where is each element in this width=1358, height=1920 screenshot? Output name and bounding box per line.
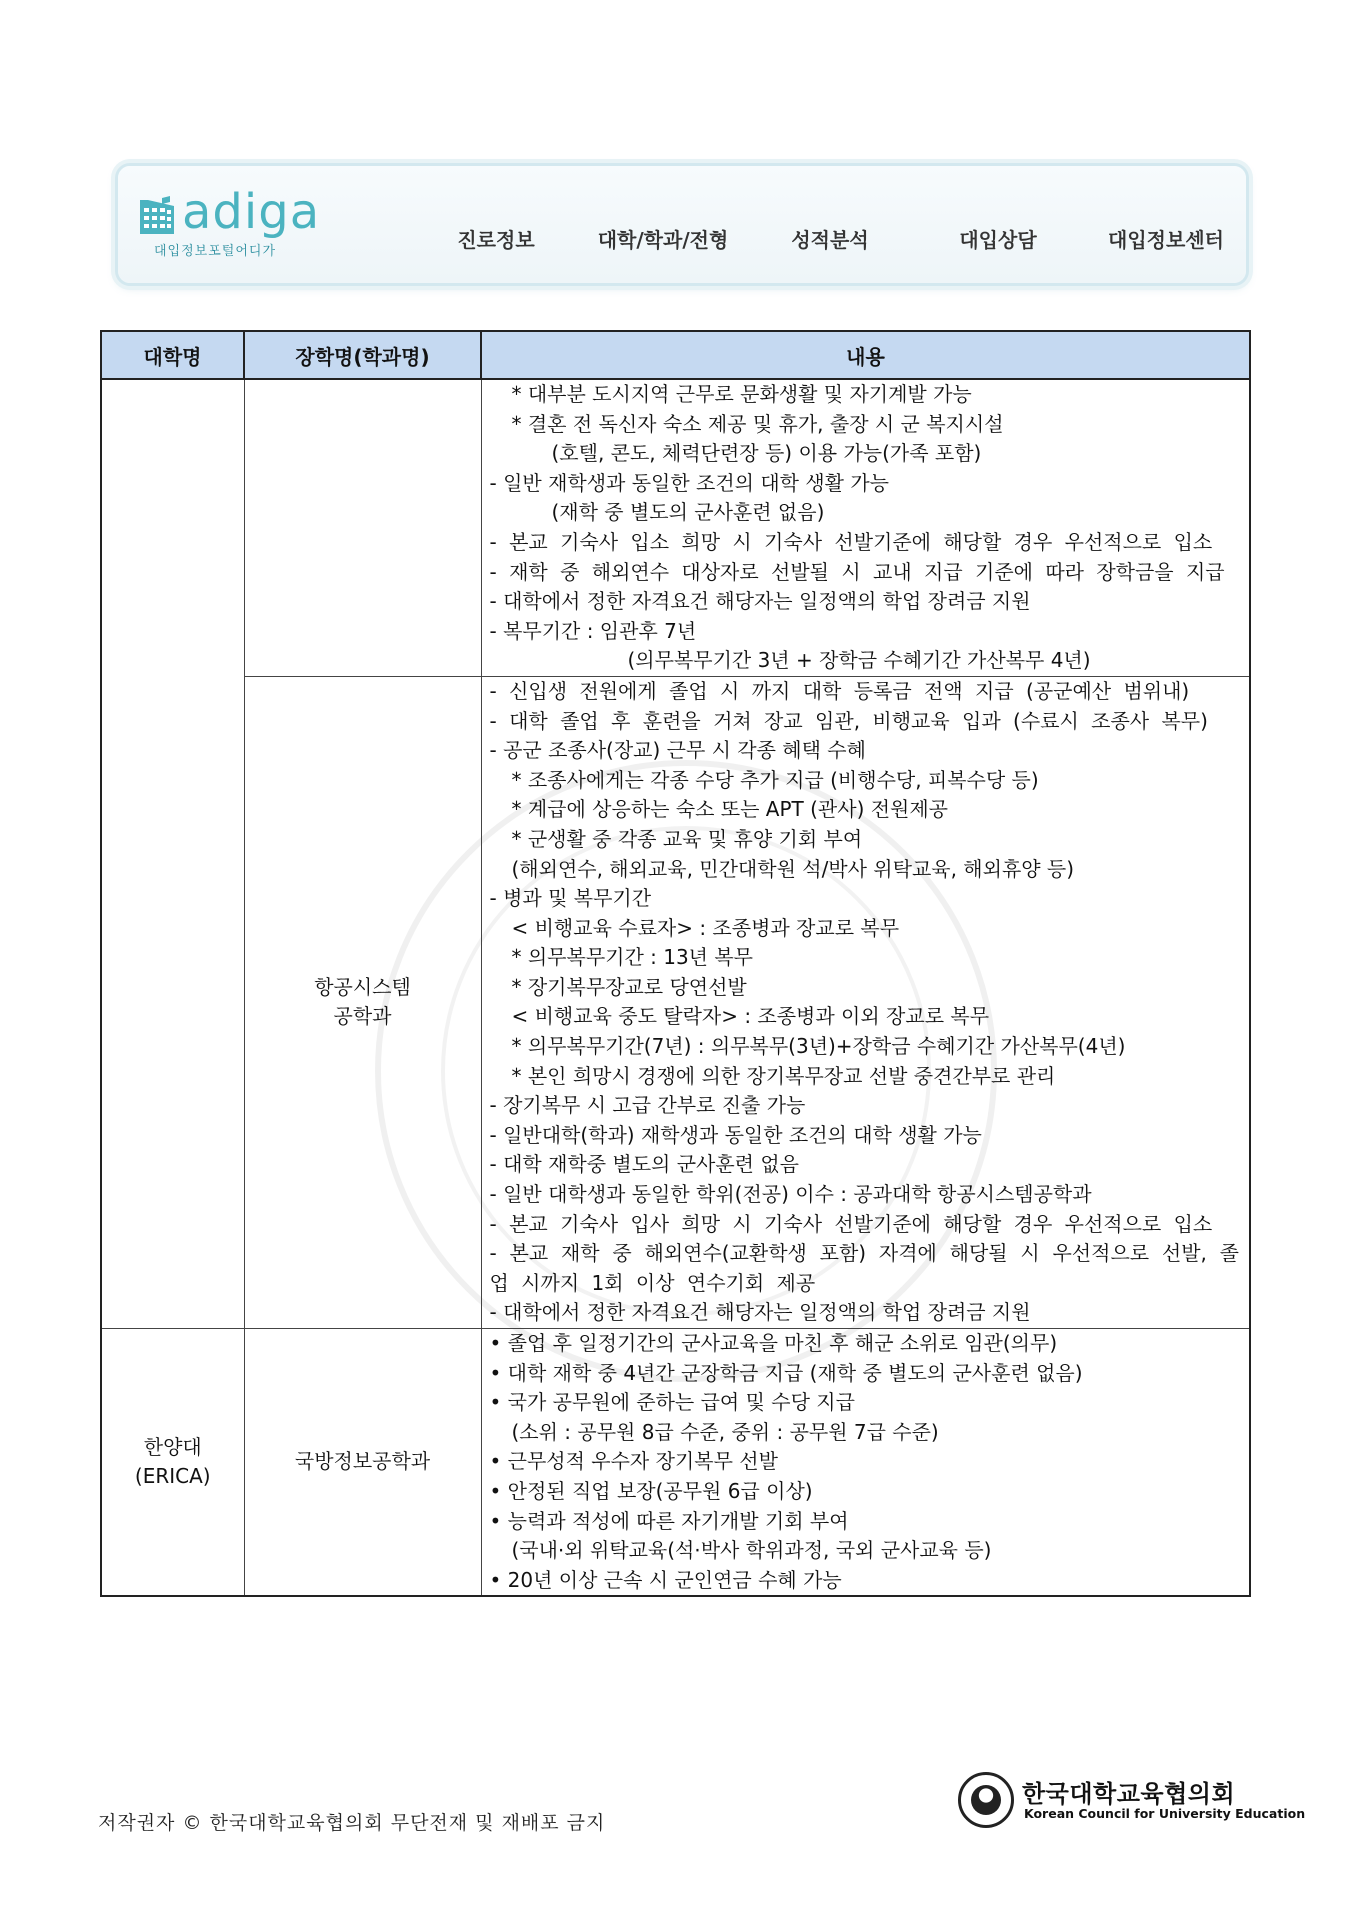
kcue-english-name: Korean Council for University Education [1024, 1806, 1306, 1821]
copyright-notice: 저작권자 © 한국대학교육협의회 무단전재 및 재배포 금지 [98, 1812, 606, 1834]
content-line: • 능력과 적성에 따른 자기개발 기회 부여 [489, 1508, 849, 1533]
nav-consulting[interactable]: 대입상담 [959, 228, 1037, 252]
content-line: < 비행교육 중도 탈락자> : 조종병과 이외 장교로 복무 [511, 1004, 990, 1029]
logo-wordmark: adiga [182, 184, 321, 240]
university-cell: 한양대 (ERICA) [101, 1329, 244, 1597]
content-line: • 국가 공무원에 준하는 급여 및 수당 지급 [489, 1390, 855, 1415]
content-line: - 병과 및 복무기간 [489, 886, 652, 911]
table-row [101, 379, 1250, 676]
content-line: * 결혼 전 독신자 숙소 제공 및 휴가, 출장 시 군 복지시설 [511, 411, 1004, 436]
kcue-korean-name: 한국대학교육협의회 [1022, 1780, 1236, 1808]
content-line: - 대학에서 정한 자격요건 해당자는 일정액의 학업 장려금 지원 [489, 589, 1031, 614]
content-cell [481, 1329, 1250, 1597]
col-header-university: 대학명 [101, 331, 244, 379]
content-line: - 일반대학(학과) 재학생과 동일한 조건의 대학 생활 가능 [489, 1122, 982, 1147]
content-line: - 장기복무 시 고급 간부로 진출 가능 [489, 1093, 806, 1118]
table-row [101, 1329, 1250, 1597]
content-line: - 대학 재학중 별도의 군사훈련 없음 [489, 1152, 799, 1177]
content-line: - 복무기간 : 임관후 7년 [489, 618, 697, 643]
content-line: • 근무성적 우수자 장기복무 선발 [489, 1449, 778, 1474]
content-line: - 일반 재학생과 동일한 조건의 대학 생활 가능 [489, 470, 889, 495]
content-line: * 계급에 상응하는 숙소 또는 APT (관사) 전원제공 [511, 797, 949, 822]
content-cell [481, 379, 1250, 676]
program-cell: 국방정보공학과 [244, 1329, 481, 1597]
content-line: - 본교 기숙사 입사 희망 시 기숙사 선발기준에 해당할 경우 우선적으로 입소 [489, 1211, 1213, 1236]
content-line: * 군생활 중 각종 교육 및 휴양 기회 부여 [511, 826, 863, 851]
scholarship-table [100, 330, 1251, 1597]
col-header-content: 내용 [481, 331, 1250, 379]
content-line: (재학 중 별도의 군사훈련 없음) [551, 500, 825, 525]
content-line: (국내⋅외 위탁교육(석⋅박사 학위과정, 국외 군사교육 등) [511, 1538, 992, 1563]
content-line: (호텔, 콘도, 체력단련장 등) 이용 가능(가족 포함) [551, 441, 982, 466]
content-line: * 조종사에게는 각종 수당 추가 지급 (비행수당, 피복수당 등) [511, 767, 1039, 792]
content-line: - 재학 중 해외연수 대상자로 선발될 시 교내 지급 기준에 따라 장학금을 지급 [489, 559, 1225, 584]
kcue-logo [958, 1772, 1306, 1832]
content-line: * 장기복무장교로 당연선발 [511, 974, 747, 999]
nav-grade-analysis[interactable]: 성적분석 [791, 228, 869, 252]
content-line: * 대부분 도시지역 근무로 문화생활 및 자기계발 가능 [511, 382, 972, 406]
content-line: - 신입생 전원에게 졸업 시 까지 대학 등록금 전액 지급 (공군예산 범위내) [489, 678, 1190, 703]
content-line: * 의무복무기간(7년) : 의무복무(3년)+장학금 수혜기간 가산복무(4년) [511, 1034, 1126, 1059]
table-row [101, 676, 1250, 1328]
content-line: - 공군 조종사(장교) 근무 시 각종 혜택 수혜 [489, 738, 866, 763]
university-cell [101, 379, 244, 1329]
adiga-logo[interactable] [134, 184, 364, 260]
logo-subtitle: 대입정보포털어디가 [154, 244, 277, 259]
content-line: * 의무복무기간 : 13년 복무 [511, 945, 753, 970]
nav-career-info[interactable]: 진로정보 [457, 228, 535, 252]
content-line: (의무복무기간 3년 + 장학금 수혜기간 가산복무 4년) [627, 648, 1091, 673]
nav-university-major[interactable]: 대학/학과/전형 [597, 228, 729, 252]
content-line: • 졸업 후 일정기간의 군사교육을 마친 후 해군 소위로 임관(의무) [489, 1331, 1058, 1355]
content-line: (해외연수, 해외교육, 민간대학원 석/박사 위탁교육, 해외휴양 등) [511, 856, 1075, 881]
content-line: - 본교 재학 중 해외연수(교환학생 포함) 자격에 해당될 시 우선적으로 선발, 졸업 시까지 1회 이상 연수기회 제공 [489, 1241, 1239, 1295]
content-line: • 안정된 직업 보장(공무원 6급 이상) [489, 1478, 813, 1503]
content-line: • 20년 이상 근속 시 군인연금 수혜 가능 [489, 1567, 842, 1592]
header-banner [118, 166, 1246, 283]
content-line: • 대학 재학 중 4년간 군장학금 지급 (재학 중 별도의 군사훈련 없음) [489, 1360, 1083, 1385]
col-header-program: 장학명(학과명) [244, 331, 481, 379]
program-cell: 항공시스템 공학과 [244, 676, 481, 1328]
content-cell [481, 676, 1250, 1328]
content-line: - 대학 졸업 후 훈련을 거쳐 장교 임관, 비행교육 입과 (수료시 조종사 복무) [489, 708, 1208, 733]
program-cell [244, 379, 481, 676]
content-line: * 본인 희망시 경쟁에 의한 장기복무장교 선발 중견간부로 관리 [511, 1063, 1056, 1088]
content-line: - 본교 기숙사 입소 희망 시 기숙사 선발기준에 해당할 경우 우선적으로 입소 [489, 529, 1213, 554]
content-line: < 비행교육 수료자> : 조종병과 장교로 복무 [511, 915, 900, 940]
kcue-seal-icon [958, 1772, 1014, 1828]
building-icon [134, 196, 180, 236]
content-line: (소위 : 공무원 8급 수준, 중위 : 공무원 7급 수준) [511, 1419, 939, 1444]
nav-info-center[interactable]: 대입정보센터 [1108, 228, 1224, 252]
content-line: - 일반 대학생과 동일한 학위(전공) 이수 : 공과대학 항공시스템공학과 [489, 1182, 1092, 1207]
content-line: - 대학에서 정한 자격요건 해당자는 일정액의 학업 장려금 지원 [489, 1300, 1031, 1325]
